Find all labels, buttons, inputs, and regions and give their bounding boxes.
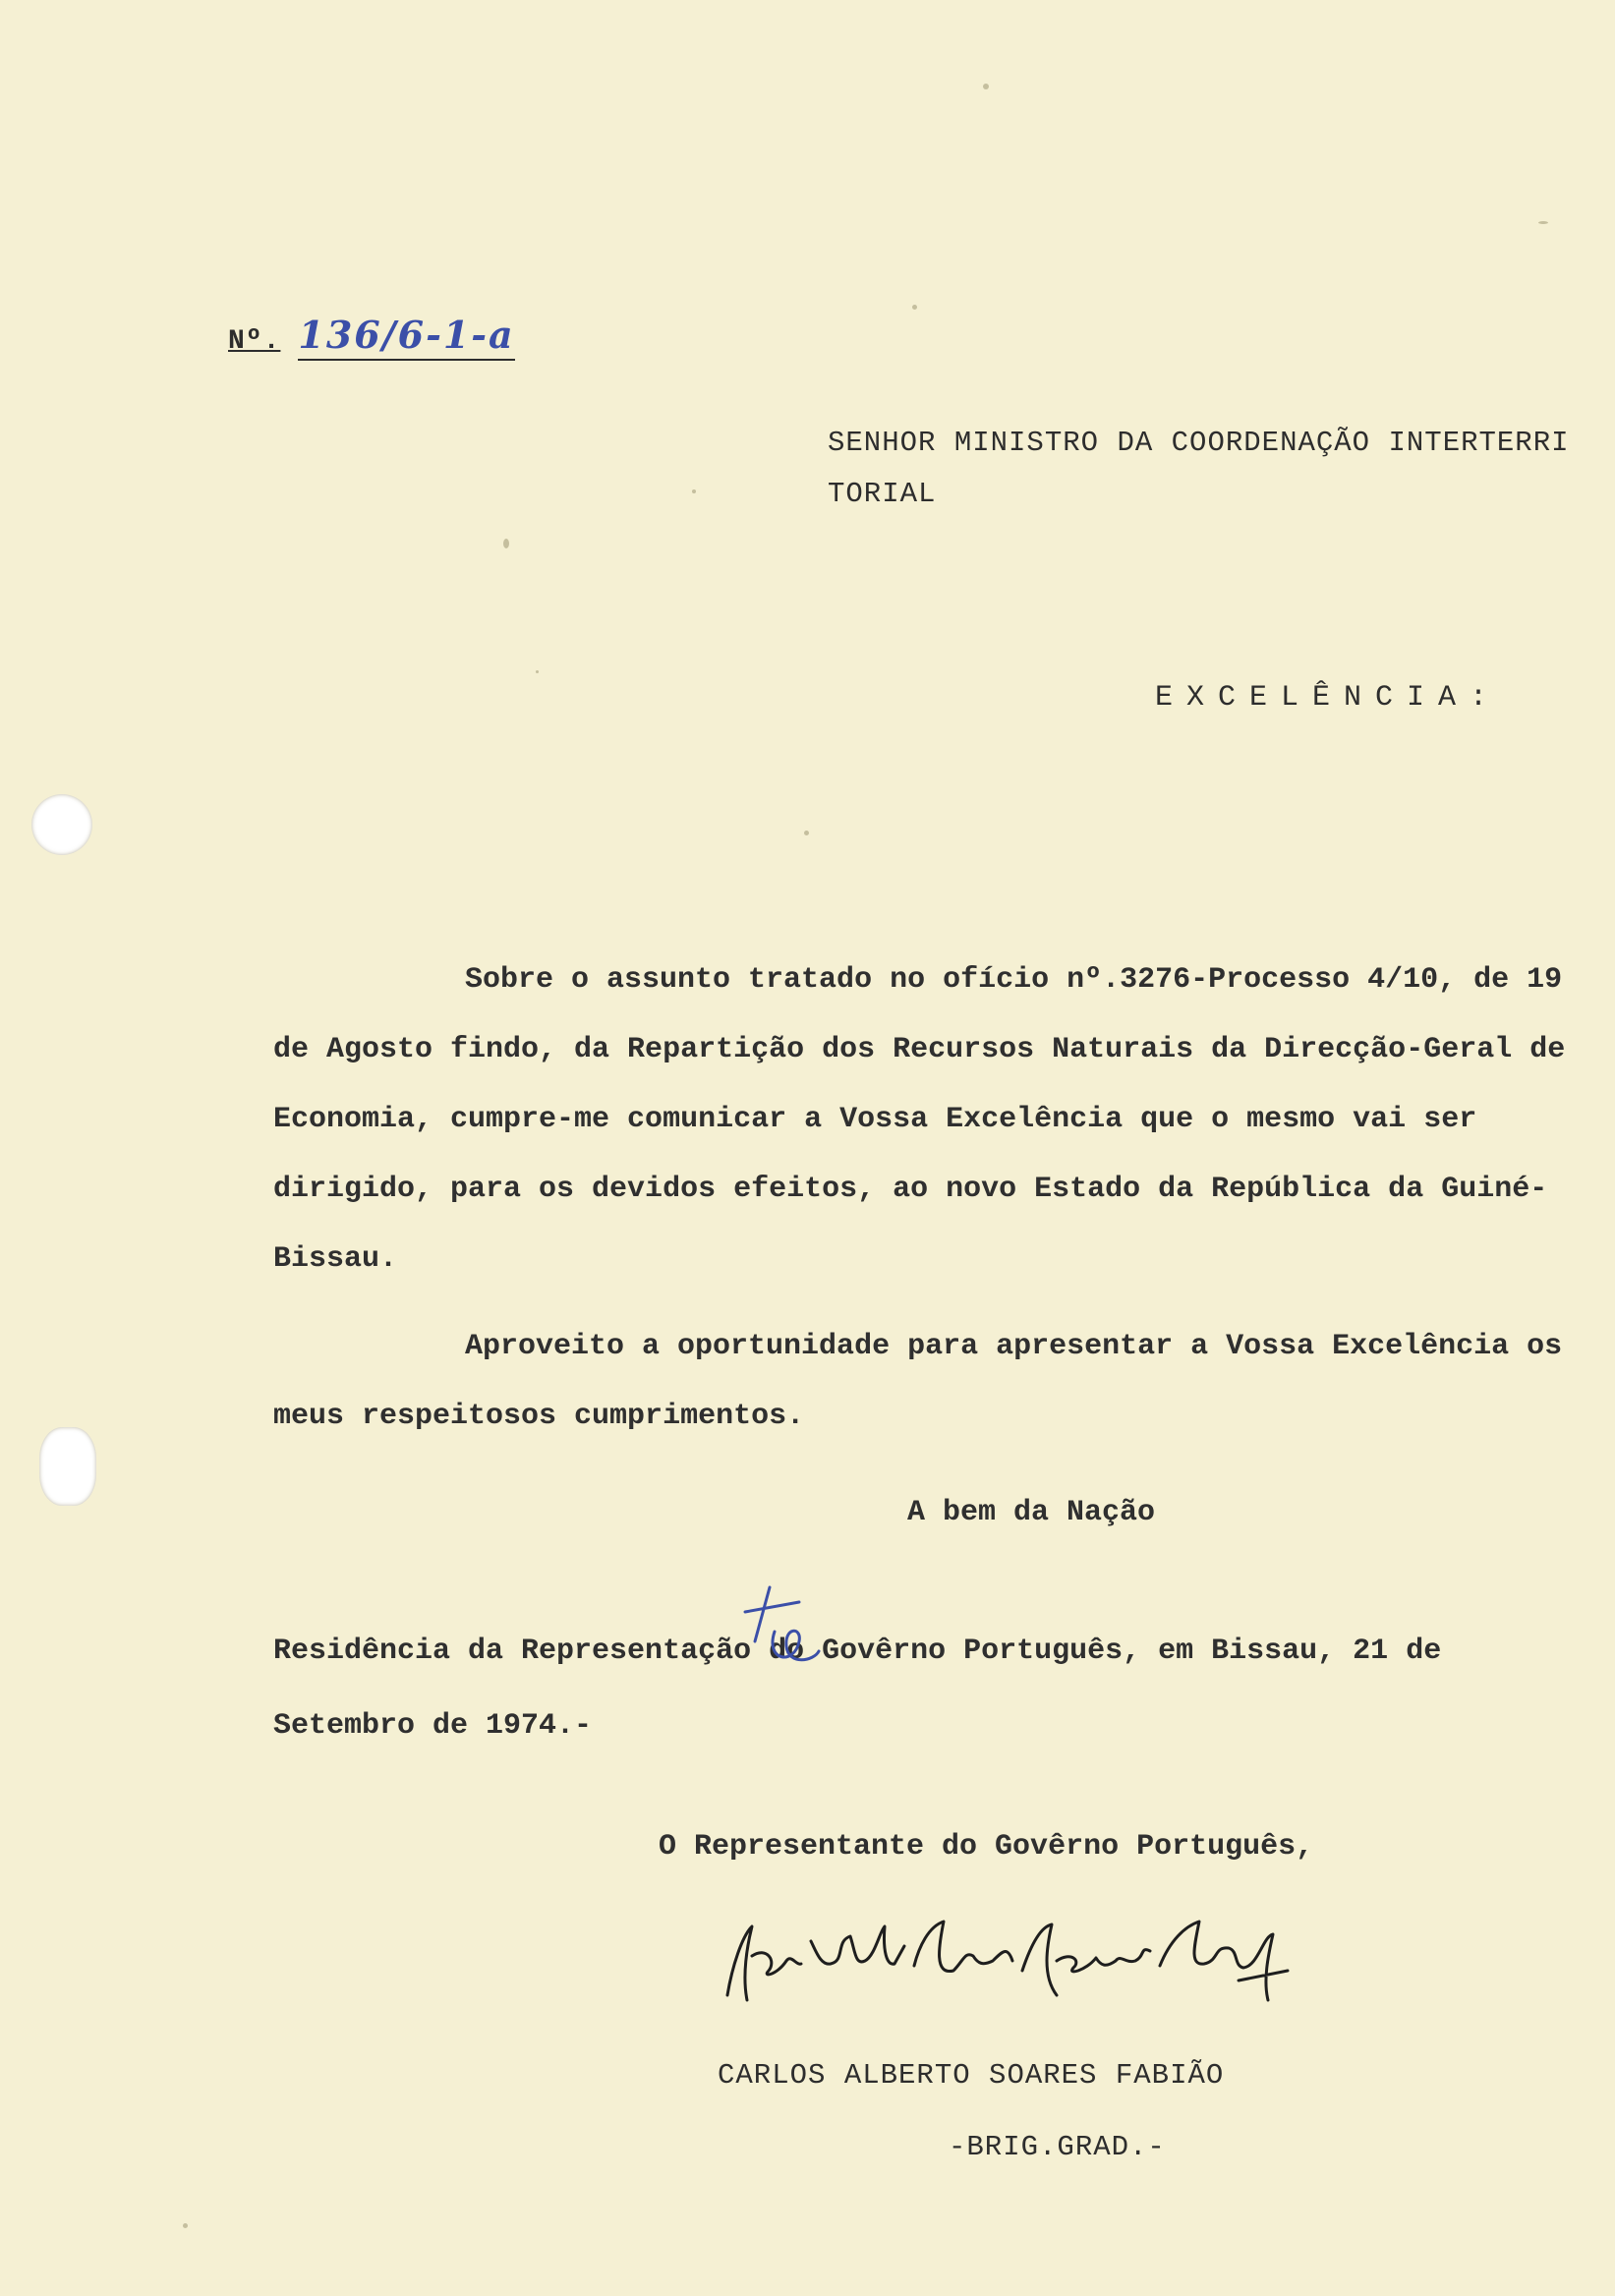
paper-speck [536,670,539,673]
handwritten-signature [708,1907,1337,2015]
reference-handwritten-number: 136/6-1-a [298,313,514,361]
addressee-line-2: TORIAL [828,478,937,510]
addressee-block [828,418,1614,520]
salutation: EXCELÊNCIA: [1155,681,1502,715]
place-and-date: Residência da Representação do Govêrno Português, em Bissau, 21 de Setembro de 1974.- [273,1635,1442,1743]
punch-hole-bottom [39,1427,96,1506]
signatory-rank: -BRIG.GRAD.- [949,2131,1166,2163]
body-paragraph-1: Sobre o assunto tratado no ofício nº.3276-Processo 4/10, de 19 de Agosto findo, da Repartição dos Recursos Naturais da Direcção-Geral de Economia, cumpre-me comunicar a Vossa Excelência que o mesmo vai ser dirigido, para os devidos efeitos, ao novo Estado da República da Guiné-Bissau. [273,963,1566,1276]
punch-hole-top [31,794,92,855]
closing-formula: A bem da Nação [907,1496,1156,1529]
addressee-line-1: SENHOR MINISTRO DA COORDENAÇÃO INTERTERRI [828,427,1570,459]
paper-speck [804,831,809,835]
reference-number [228,313,515,357]
paper-speck [1538,221,1548,224]
reference-label: Nº. [228,326,281,357]
paper-speck [183,2223,188,2228]
letter-body [273,946,1595,1469]
signatory-name: CARLOS ALBERTO SOARES FABIÃO [718,2059,1225,2092]
paper-speck [983,84,989,89]
signatory-title: O Representante do Govêrno Português, [659,1830,1314,1864]
handwritten-initials [725,1573,834,1681]
paper-speck [503,539,509,548]
paper-speck [692,489,696,493]
paper-speck [912,305,917,310]
body-paragraph-2: Aproveito a oportunidade para apresentar a Vossa Excelência os meus respeitosos cumprimentos. [273,1330,1563,1433]
